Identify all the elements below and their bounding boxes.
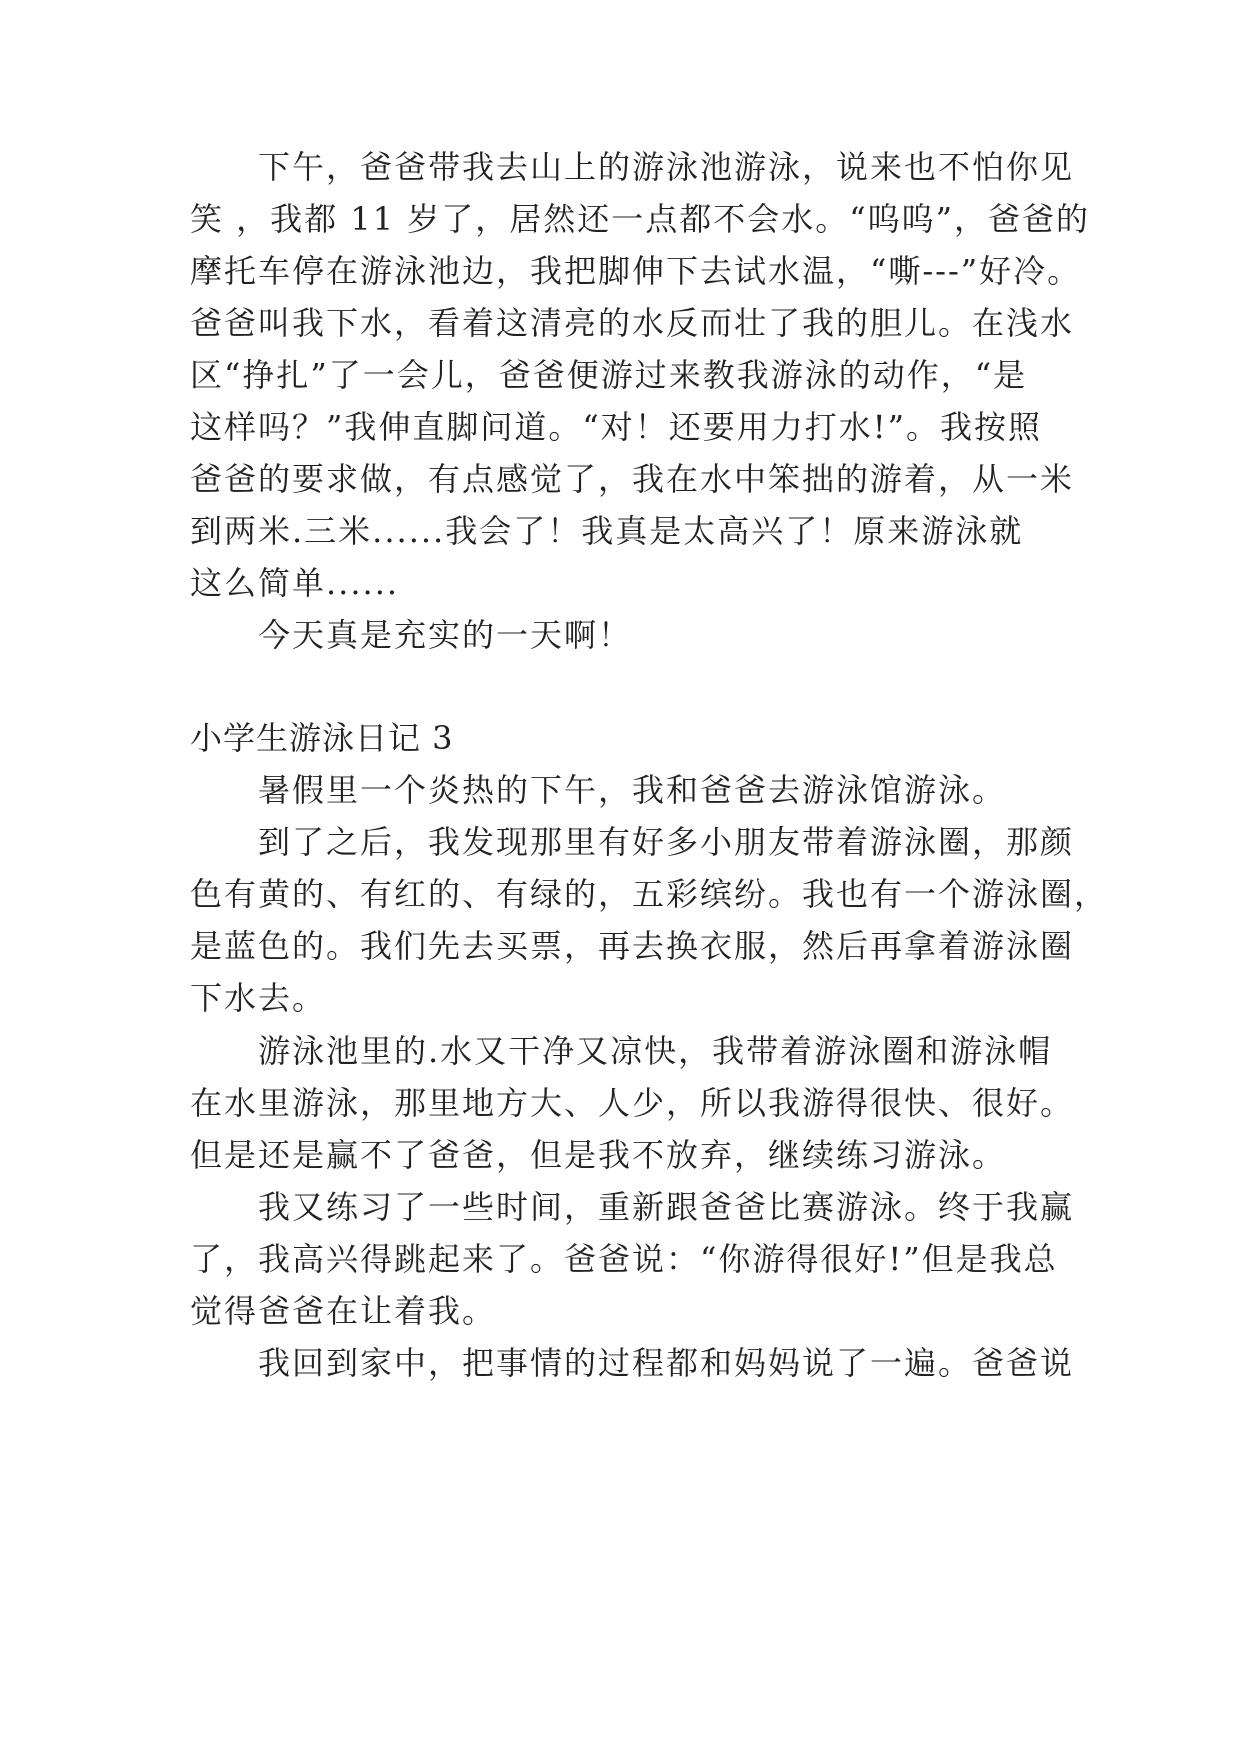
closing-line: 今天真是充实的一天啊！ — [258, 616, 633, 654]
section-heading: 小学生游泳日记 3 — [190, 719, 454, 757]
paragraph-line: 这样吗？”我伸直脚问道。“对！还要用力打水!”。我按照 — [190, 408, 1042, 446]
paragraph-line: 笑 ，我都 11 岁了，居然还一点都不会水。“呜呜”，爸爸的 — [190, 200, 1090, 238]
paragraph-line: 游泳池里的.水又干净又凉快，我带着游泳圈和游泳帽 — [258, 1032, 1053, 1070]
paragraph-line: 我回到家中，把事情的过程都和妈妈说了一遍。爸爸说 — [258, 1344, 1075, 1382]
paragraph-line: 色有黄的、有红的、有绿的，五彩缤纷。我也有一个游泳圈， — [190, 875, 1109, 913]
paragraph-line: 是蓝色的。我们先去买票，再去换衣服，然后再拿着游泳圈 — [190, 927, 1075, 965]
paragraph-line: 下午，爸爸带我去山上的游泳池游泳，说来也不怕你见 — [258, 148, 1075, 186]
paragraph-line: 到两米.三米......我会了！我真是太高兴了！原来游泳就 — [190, 512, 1024, 550]
paragraph-line: 暑假里一个炎热的下午，我和爸爸去游泳馆游泳。 — [258, 771, 1007, 809]
paragraph-line: 到了之后，我发现那里有好多小朋友带着游泳圈，那颜 — [258, 823, 1075, 861]
paragraph-line: 区“挣扎”了一会儿，爸爸便游过来教我游泳的动作，“是 — [190, 356, 1028, 394]
paragraph-line: 在水里游泳，那里地方大、人少，所以我游得很快、很好。 — [190, 1084, 1075, 1122]
paragraph-line: 爸爸的要求做，有点感觉了，我在水中笨拙的游着，从一米 — [190, 460, 1075, 498]
paragraph-line: 这么简单...... — [190, 564, 400, 602]
paragraph-line: 了，我高兴得跳起来了。爸爸说：“你游得很好!”但是我总 — [190, 1240, 1058, 1278]
paragraph-line: 摩托车停在游泳池边，我把脚伸下去试水温，“嘶---”好冷。 — [190, 252, 1082, 290]
paragraph-line: 我又练习了一些时间，重新跟爸爸比赛游泳。终于我赢 — [258, 1188, 1075, 1226]
paragraph-line: 下水去。 — [190, 979, 327, 1017]
paragraph-line: 爸爸叫我下水，看着这清亮的水反而壮了我的胆儿。在浅水 — [190, 304, 1075, 342]
paragraph-line: 觉得爸爸在让着我。 — [190, 1292, 497, 1330]
paragraph-line: 但是还是赢不了爸爸，但是我不放弃，继续练习游泳。 — [190, 1136, 1007, 1174]
